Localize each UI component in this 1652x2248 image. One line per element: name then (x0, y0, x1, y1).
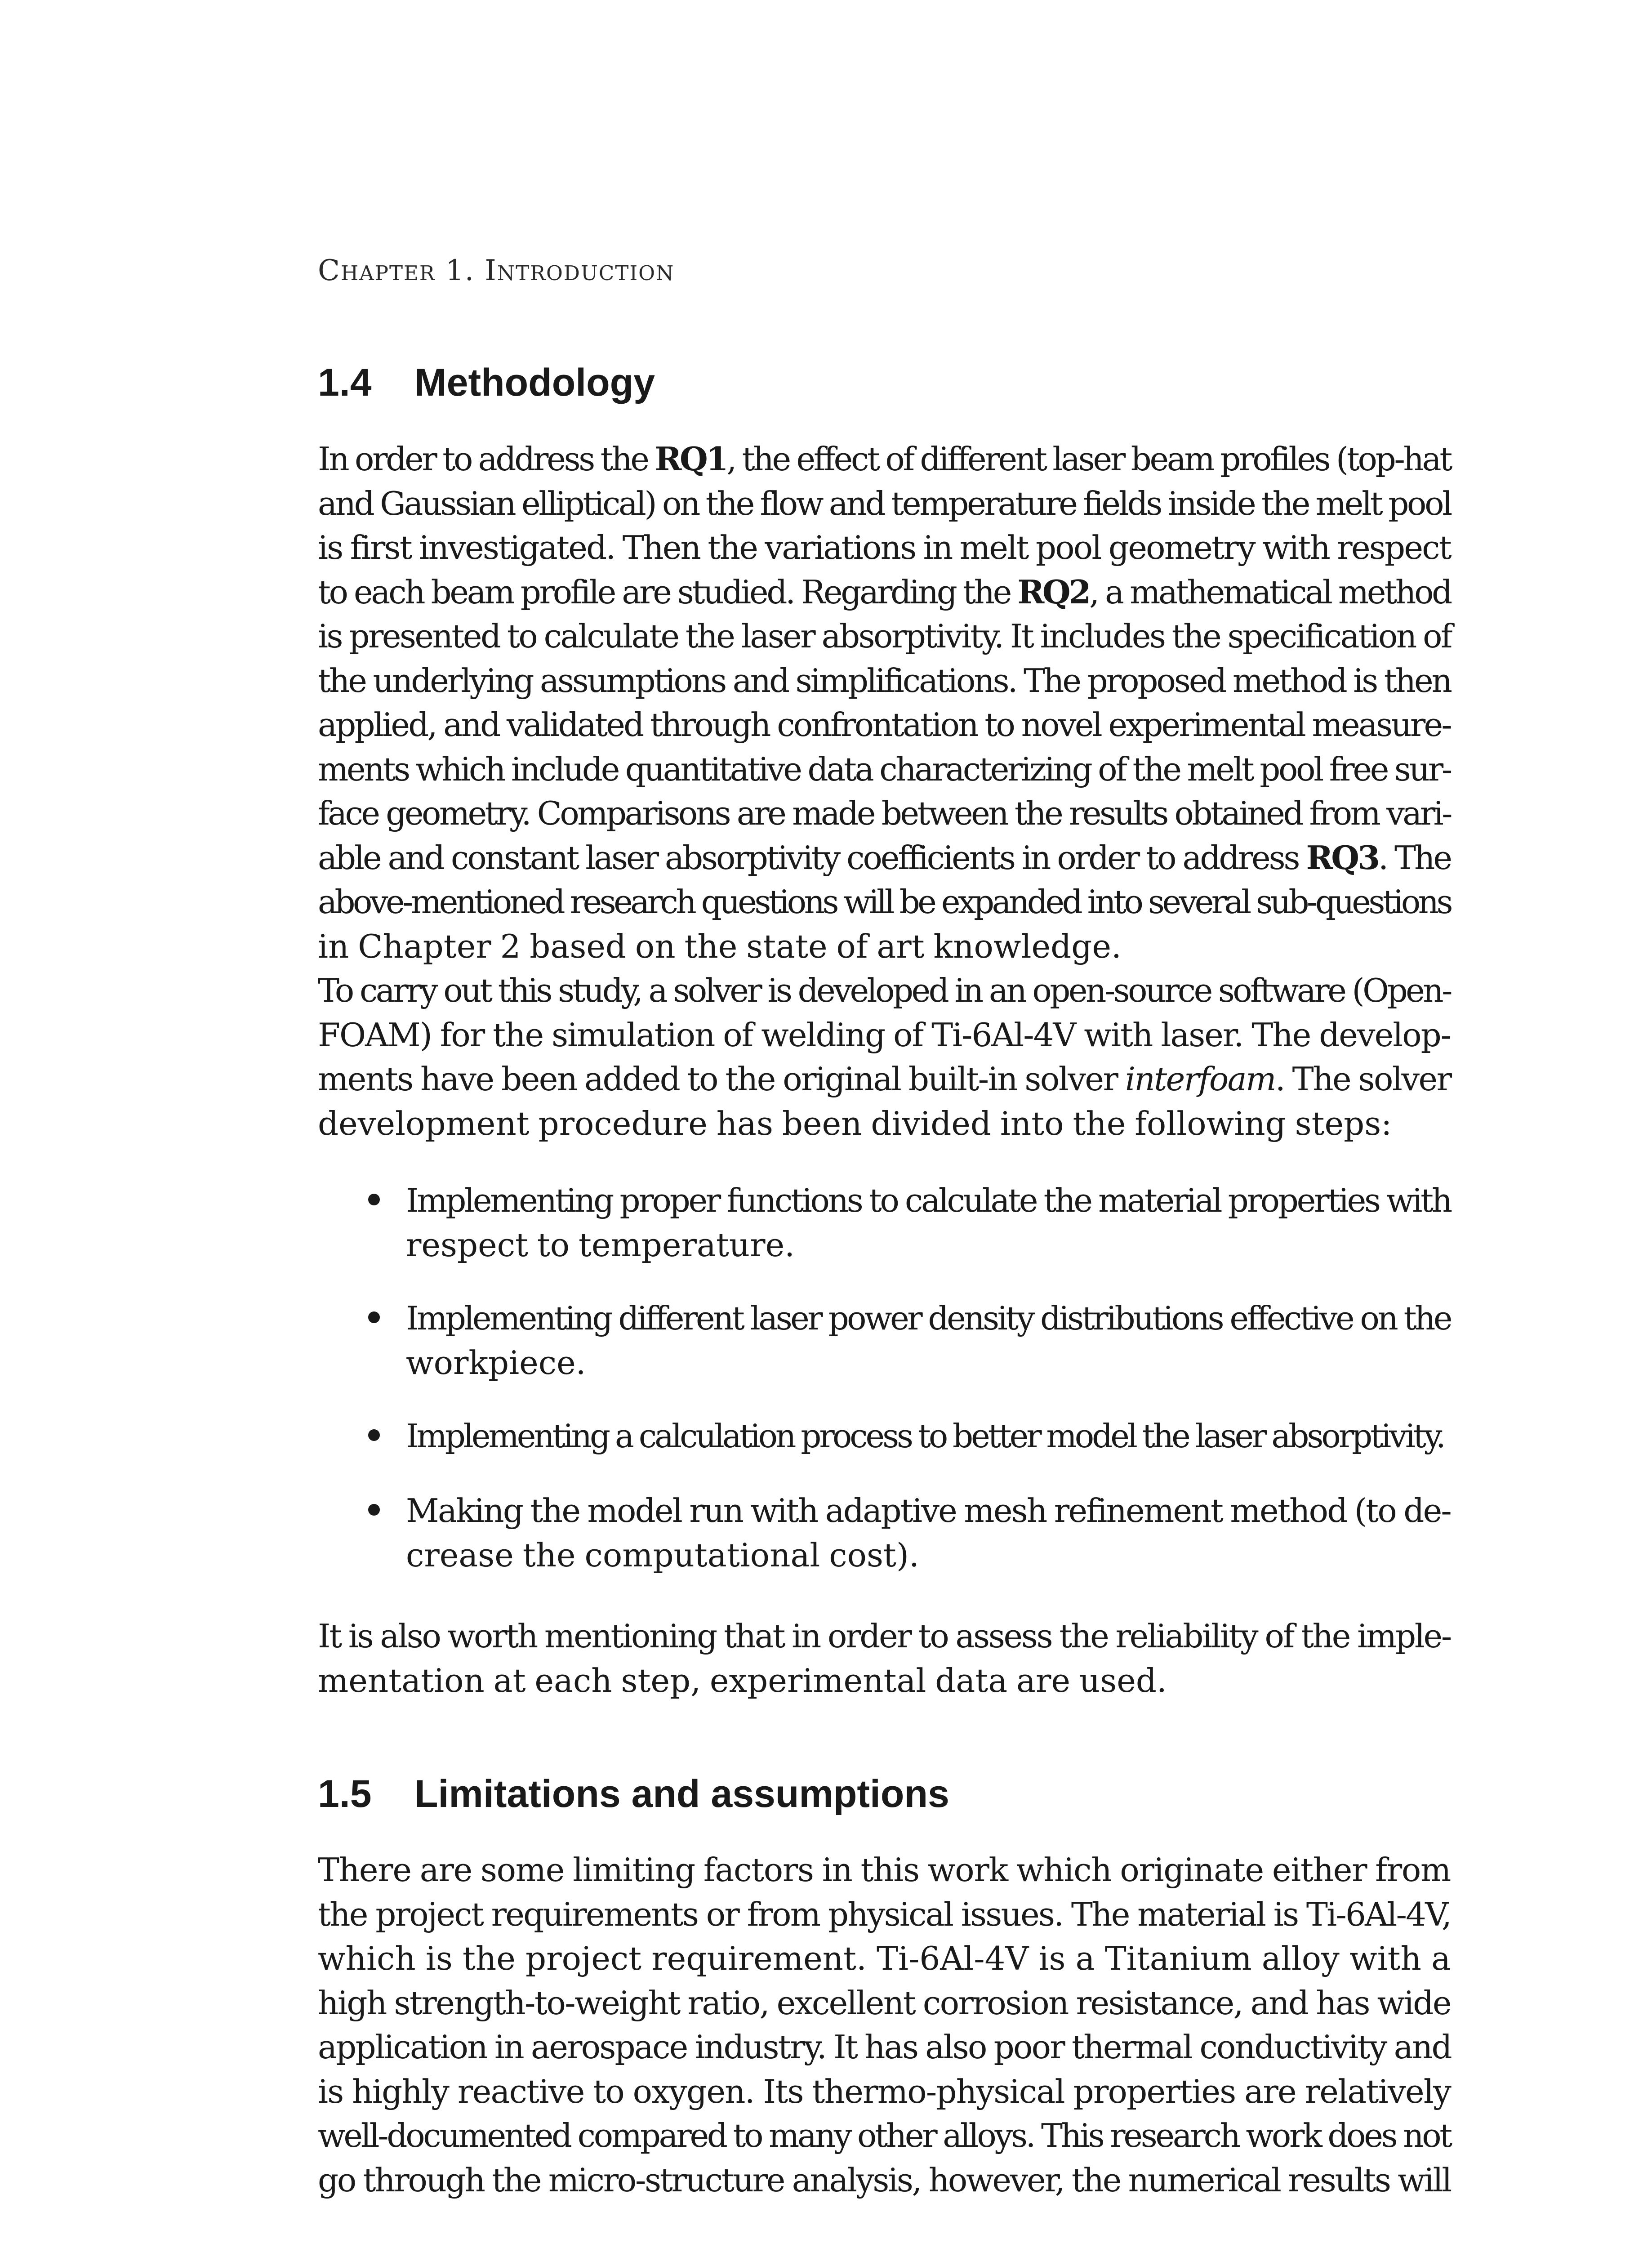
methodology-paragraph-1 (318, 437, 1451, 968)
bullet-icon (368, 1429, 380, 1441)
text-line: FOAM) for the simulation of welding of Ti-6Al-4V with laser. The develop- (318, 1016, 1451, 1054)
section-number: 1.5 (318, 1772, 372, 1815)
rq1-reference: RQ1 (655, 440, 727, 478)
text-line: In order to address the RQ1, the effect of different laser beam profiles (top-hat (318, 440, 1451, 478)
running-head (318, 254, 674, 287)
text-line: well-documented compared to many other alloys. This research work does not (318, 2117, 1451, 2154)
text-line: applied, and validated through confrontation to novel experimental measure- (318, 706, 1451, 744)
text-line: is highly reactive to oxygen. Its thermo-physical properties are relatively (318, 2072, 1451, 2110)
running-head-chapter-num: 1. (445, 254, 475, 287)
methodology-paragraph-3 (318, 1614, 1451, 1703)
bullet-icon (368, 1194, 380, 1205)
text-line: ments have been added to the original built-in solver interfoam. The solver (318, 1060, 1451, 1098)
section-title: Limitations and assumptions (414, 1772, 949, 1815)
solver-name: interfoam (1125, 1060, 1275, 1098)
text-line: Implementing a calculation process to better model the laser absorptivity. (406, 1417, 1444, 1455)
text-line: above-mentioned research questions will be expanded into several sub-questions (318, 883, 1451, 921)
text-line: To carry out this study, a solver is developed in an open-source software (Open- (318, 972, 1451, 1009)
section-number: 1.4 (318, 361, 372, 404)
rq3-reference: RQ3 (1306, 838, 1379, 877)
rq2-reference: RQ2 (1017, 572, 1090, 611)
limitations-paragraph (318, 1848, 1451, 2202)
text-line: Implementing proper functions to calculate the material properties with (406, 1182, 1451, 1219)
text-line: respect to temperature. (406, 1226, 795, 1264)
running-head-chapter-word: Chapter (318, 254, 436, 287)
text-line: face geometry. Comparisons are made between the results obtained from vari- (318, 794, 1451, 832)
text-line: development procedure has been divided into the following steps: (318, 1104, 1392, 1142)
text-line: crease the computational cost). (406, 1536, 919, 1574)
text-line: which is the project requirement. Ti-6Al-4V is a Titanium alloy with a (318, 1940, 1451, 1977)
section-title: Methodology (414, 361, 655, 404)
section-heading-methodology (318, 363, 655, 402)
text-line: workpiece. (406, 1343, 586, 1382)
text-line: high strength-to-weight ratio, excellent corrosion resistance, and has wide (318, 1984, 1451, 2022)
text-line: application in aerospace industry. It has also poor thermal conductivity and (318, 2028, 1451, 2066)
text-line: Making the model run with adaptive mesh refinement method (to de- (406, 1492, 1451, 1530)
text-line: and Gaussian elliptical) on the flow and temperature fields inside the melt pool (318, 484, 1451, 522)
section-heading-limitations (318, 1772, 949, 1815)
text-line: ments which include quantitative data characterizing of the melt pool free sur- (318, 750, 1451, 788)
text-line: Implementing different laser power density distributions effective on the (406, 1299, 1451, 1337)
bullet-icon (368, 1504, 380, 1516)
text-line: is presented to calculate the laser absorptivity. It includes the specification of (318, 617, 1452, 655)
text-line: is first investigated. Then the variations in melt pool geometry with respect (318, 529, 1451, 566)
text-line: in Chapter 2 based on the state of art knowledge. (318, 927, 1122, 965)
methodology-paragraph-2 (318, 968, 1451, 1146)
text-line: go through the micro-structure analysis, however, the numerical results will (318, 2161, 1451, 2199)
text-line: It is also worth mentioning that in order to assess the reliability of the imple- (318, 1617, 1451, 1655)
running-head-chapter-title: Introduction (485, 254, 675, 287)
text-line: to each beam profile are studied. Regarding the RQ2, a mathematical method (318, 572, 1451, 611)
text-line: the underlying assumptions and simplifications. The proposed method is then (318, 661, 1451, 700)
text-line: the project requirements or from physical issues. The material is Ti-6Al-4V, (318, 1895, 1451, 1933)
text-line: mentation at each step, experimental data are used. (318, 1661, 1167, 1699)
text-line: able and constant laser absorptivity coefficients in order to address RQ3. The (318, 838, 1451, 877)
bullet-icon (368, 1311, 380, 1323)
text-line: There are some limiting factors in this work which originate either from (318, 1851, 1451, 1889)
